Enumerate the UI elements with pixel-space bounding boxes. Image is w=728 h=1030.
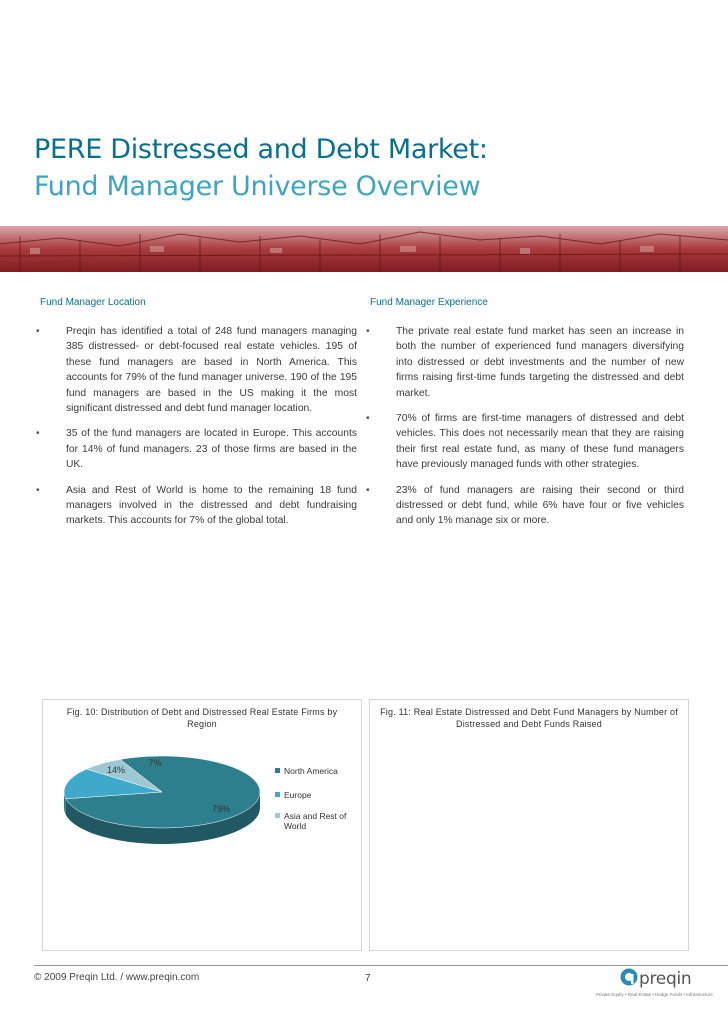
page-title-line2: Fund Manager Universe Overview (34, 171, 481, 202)
preqin-logo-tagline: Private Equity • Real Estate • Hedge Funds • Infrastructure (596, 992, 713, 997)
experience-bullet: • The private real estate fund market has seen an increase in both the number of experienced fund managers diversifying into distressed or debt investments and the number of new firms raising first-time funds targeting the distressed and debt market. (366, 324, 684, 401)
legend-swatch (275, 768, 280, 773)
page-title-line1: PERE Distressed and Debt Market: (34, 134, 488, 165)
chart-fig11-title: Fig. 11: Real Estate Distressed and Debt Fund Managers by Number of Distressed and Debt Funds Raised (380, 707, 678, 729)
experience-bullet: • 23% of fund managers are raising their second or third distressed or debt fund, while 6% have four or five vehicles and only 1% manage six or more. (366, 483, 684, 529)
experience-bullet: • 70% of firms are first-time managers of distressed and debt vehicles. This does not necessarily mean that they are raising their first real estate fund, as many of these fund managers have previously managed funds with other strategies. (366, 411, 684, 473)
chart-fig10 (42, 699, 362, 951)
experience-column (366, 324, 684, 539)
legend-label: World (284, 821, 307, 831)
legend-label: North America (284, 766, 338, 776)
footer-copyright: © 2009 Preqin Ltd. / www.preqin.com (34, 972, 200, 983)
legend-swatch (275, 813, 280, 818)
chart-fig10-title: Fig. 10: Distribution of Debt and Distressed Real Estate Firms by Region (66, 707, 338, 729)
location-column (36, 324, 357, 539)
footer-rule (34, 965, 728, 966)
page-number: 7 (365, 973, 371, 984)
preqin-logo-text: preqin (639, 969, 692, 989)
legend-label: Asia and Rest of (284, 811, 347, 821)
pie-data-label: 79% (211, 804, 231, 814)
preqin-logo-icon (620, 968, 638, 986)
chart-fig11-svg (370, 700, 688, 950)
chart-fig11 (369, 699, 689, 951)
pie-data-label: 7% (148, 758, 162, 768)
chart-fig10-svg (43, 700, 361, 950)
pie-data-label: 14% (106, 765, 126, 775)
location-heading: Fund Manager Location (40, 297, 146, 308)
legend-label: Europe (284, 790, 312, 800)
legend-swatch (275, 792, 280, 797)
experience-heading: Fund Manager Experience (370, 297, 488, 308)
location-bullet: • 35 of the fund managers are located in Europe. This accounts for 14% of fund managers. 23 of those firms are based in the UK. (36, 426, 357, 472)
header-banner-image (0, 226, 728, 272)
location-bullet: • Asia and Rest of World is home to the remaining 18 fund managers involved in the distressed and debt fundraising markets. This accounts for 7% of the global total. (36, 483, 357, 529)
location-bullet: • Preqin has identified a total of 248 fund managers managing 385 distressed- or debt-focused real estate vehicles. 195 of these fund managers are based in North America. This accounts for 79% of the fund manager universe. 190 of the 195 fund managers are based in the US making it the most significant distressed and debt fund manager location. (36, 324, 357, 416)
